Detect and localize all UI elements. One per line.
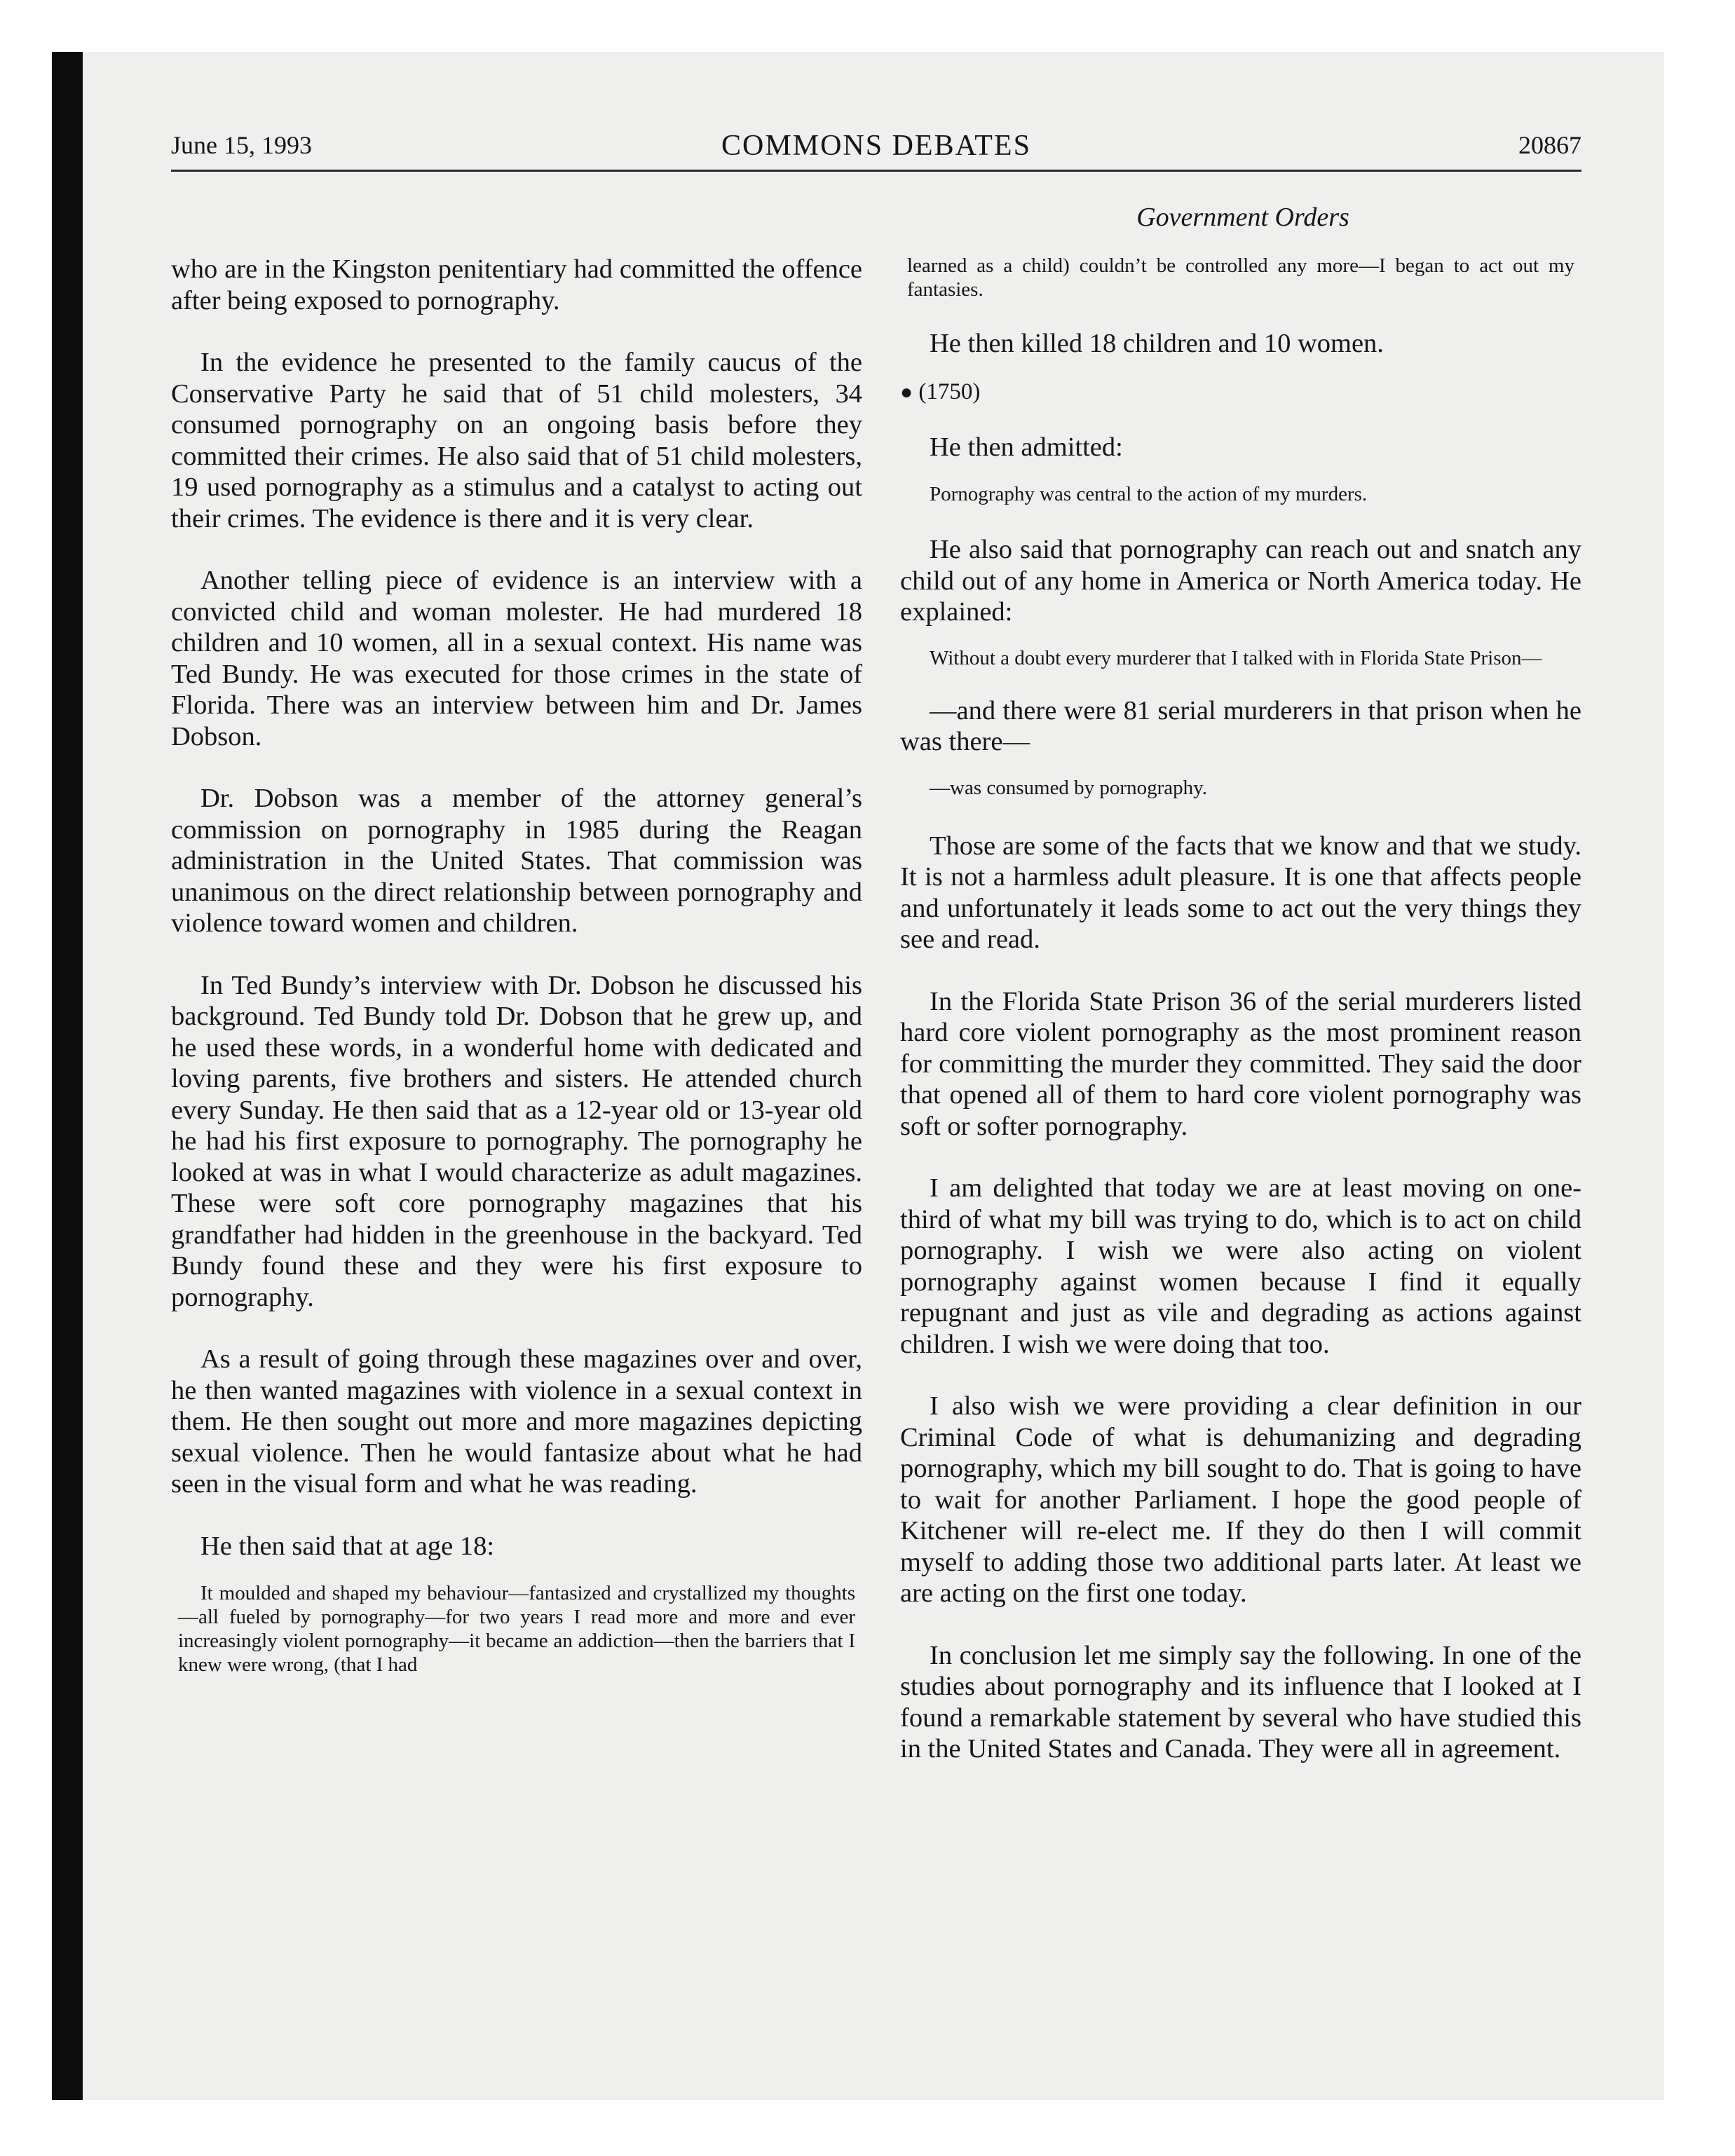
timestamp [900,378,1581,407]
paragraph: He then killed 18 children and 10 women. [930,329,1384,358]
paragraph: In the evidence he presented to the family caucus of the Conservative Party he said that of 51 child molesters, 34 consumed pornography on an ongoing basis before they committed their crimes. He also said that of 51 child molesters, 19 used pornography as a stimulus and a catalyst to acting out their crimes. The evidence is there and it is very clear. [171,348,862,533]
block-quote: Without a doubt every murderer that I talked with in Florida State Prison— [930,646,1542,669]
paragraph: Another telling piece of evidence is an interview with a convicted child and woman molester. He had murdered 18 children and 10 women, all in a sexual context. His name was Ted Bundy. He was executed for those crimes in the state of Florida. There was an interview between him and Dr. James Dobson. [171,566,862,751]
header-date: June 15, 1993 [171,131,312,159]
header-title: COMMONS DEBATES [721,130,1031,162]
paragraph: He then admitted: [930,432,1123,462]
right-column [900,254,1581,1765]
paragraph: Those are some of the facts that we know and that we study. It is not a harmless adult pleasure. It is one that affects people and unfortunately it leads some to act out the very things they see and read. [900,831,1581,954]
paragraph: Dr. Dobson was a member of the attorney general’s commission on pornography in 1985 during the Reagan administration in the United States. That commission was unanimous on the direct relationship between pornography and violence toward women and children. [171,784,862,938]
paragraph: I am delighted that today we are at least moving on one-third of what my bill was trying to do, which is to act on child pornography. I wish we were also acting on violent pornography against women because I find it equally repugnant and just as vile and degrading as actions against children. I wish we were doing that too. [900,1173,1581,1359]
page-header [171,121,1581,172]
paragraph: He also said that pornography can reach out and snatch any child out of any home in America or North America today. He explained: [900,535,1581,627]
paragraph: —and there were 81 serial murderers in that prison when he was there— [900,695,1581,756]
header-page-number: 20867 [1518,131,1581,159]
paragraph: who are in the Kingston penitentiary had committed the offence after being exposed to pornography. [171,254,862,315]
paragraph: He then said that at age 18: [200,1531,495,1561]
paragraph: In conclusion let me simply say the following. In one of the studies about pornography and its influence that I looked at I found a remarkable statement by several who have studied this in the United States and Canada. They were all in agreement. [900,1640,1581,1763]
bullet-icon: ● [900,380,913,404]
section-heading: Government Orders [1136,203,1349,232]
timestamp-value: (1750) [918,378,981,404]
paragraph: In Ted Bundy’s interview with Dr. Dobson he discussed his background. Ted Bundy told Dr. Dobson that he grew up, and he used these words, in a wonderful home with dedicated and loving parents, five brothers and sisters. He attended church every Sunday. He then said that as a 12-year old or 13-year old he had his first exposure to pornography. The pornography he looked at was in what I would characterize as adult magazines. These were soft core pornography magazines that his grandfather had hidden in the greenhouse in the backyard. Ted Bundy found these and they were his first exposure to pornography. [171,970,862,1312]
block-quote: It moulded and shaped my behaviour—fantasized and crystallized my thoughts—all fueled by pornography—for two years I read more and more and ever increasingly violent pornography—it became an addiction—then the barriers that I knew were wrong, (that I had [178,1582,855,1676]
block-quote: Pornography was central to the action of my murders. [930,483,1368,505]
paragraph: I also wish we were providing a clear definition in our Criminal Code of what is dehumanizing and degrading pornography, which my bill sought to do. That is going to have to wait for another Parliament. I hope the good people of Kitchener will re-elect me. If they do then I will commit myself to adding those two additional parts later. At least we are acting on the first one today. [900,1391,1581,1608]
left-column [171,254,862,1677]
block-quote: —was consumed by pornography. [930,776,1207,799]
binding-edge [52,52,83,2100]
block-quote: learned as a child) couldn’t be controlled any more—I began to act out my fantasies. [907,254,1574,301]
paragraph: In the Florida State Prison 36 of the serial murderers listed hard core violent pornography as the most prominent reason for committing the murder they committed. They said the door that opened all of them to hard core violent pornography was soft or softer pornography. [900,986,1581,1141]
paragraph: As a result of going through these magazines over and over, he then wanted magazines with violence in a sexual context in them. He then sought out more and more magazines depicting sexual violence. Then he would fantasize about what he had seen in the visual form and what he was reading. [171,1344,862,1499]
